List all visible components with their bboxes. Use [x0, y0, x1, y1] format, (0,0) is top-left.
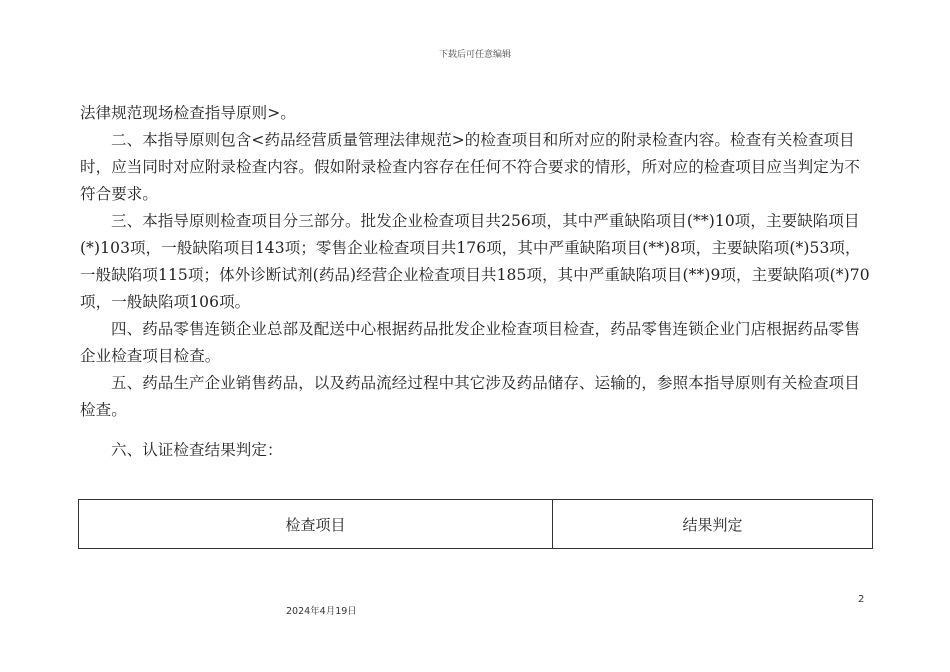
paragraph-5: 五、药品生产企业销售药品，以及药品流经过程中其它涉及药品储存、运输的，参照本指导原则有关检查项目检查。: [80, 374, 860, 419]
page-header: 下载后可任意编辑: [438, 50, 511, 60]
paragraph-4: 四、药品零售连锁企业总部及配送中心根据药品批发企业检查项目检查，药品零售连锁企业门店根据药品零售企业检查项目检查。: [80, 320, 860, 365]
table-header-result: 结果判定: [553, 500, 873, 549]
table-header-row: [79, 500, 873, 549]
page-number: 2: [858, 594, 865, 605]
document-body: [80, 100, 875, 464]
result-table: [78, 499, 873, 549]
paragraph-6: 六、认证检查结果判定：: [111, 441, 283, 459]
footer-date: 2024年4月19日: [286, 606, 357, 617]
paragraph-3: 三、本指导原则检查项目分三部分。批发企业检查项目共256项，其中严重缺陷项目(**)10项，主要缺陷项目(*)103项，一般缺陷项目143项；零售企业检查项目共176项，其中严重缺陷项目(**)8项，主要缺陷项(*)53项，一般缺陷项115项；体外诊断试剂(药品)经营企业检查项目共185项，其中严重缺陷项目(**)9项，主要缺陷项(*)70项，一般缺陷项106项。: [80, 212, 870, 311]
paragraph-continuation: 法律规范现场检查指导原则>。: [80, 104, 296, 122]
paragraph-2: 二、本指导原则包含<药品经营质量管理法律规范>的检查项目和所对应的附录检查内容。检查有关检查项目时，应当同时对应附录检查内容。假如附录检查内容存在任何不符合要求的情形，所对应的检查项目应当判定为不符合要求。: [80, 131, 861, 203]
table-header-inspection-item: 检查项目: [79, 500, 553, 549]
